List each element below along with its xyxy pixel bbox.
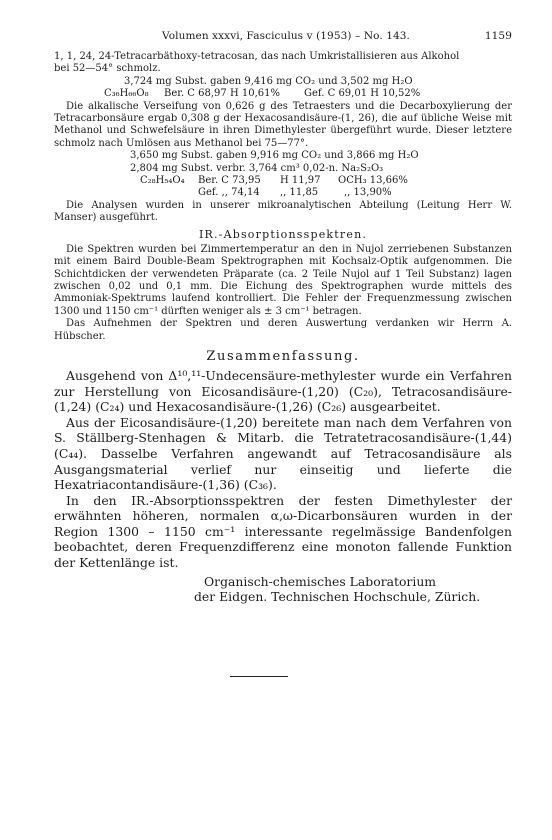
tetraester-found: Gef. C 69,01 H 10,52% xyxy=(304,88,421,100)
ester-found-och: ,, 13,90% xyxy=(344,187,392,199)
ester-found-row xyxy=(54,187,512,199)
summary-heading: Zusammenfassung. xyxy=(206,348,360,364)
page-number: 1159 xyxy=(484,30,512,42)
thanks-paragraph: Das Aufnehmen der Spektren und deren Auswertung verdanken wir Herrn A. Hübscher. xyxy=(54,318,512,342)
analysen-note: Die Analysen wurden in unserer mikroanalytischen Abteilung (Leitung Herr W. Manser) ausgeführt. xyxy=(54,199,512,224)
summary-paragraph-2: Aus der Eicosandisäure-(1,20) bereitete man nach dem Verfahren von S. Ställberg-Stenhagen & Mitarb. die Tetratetracosandisäure-(1,44) (C₄₄). Dasselbe Verfahren angewandt auf Tetracosandisäure als Ausgangsmaterial verlief nur einseitig und lieferte die Hexatriacontandisäure-(1,36) (C₃₆). xyxy=(54,414,512,493)
ester-calc-row xyxy=(54,175,512,187)
ester-calc-och: OCH₃ 13,66% xyxy=(338,175,408,187)
ester-calc-h: H 11,97 xyxy=(280,175,321,187)
ester-calc-c: Ber. C 73,95 xyxy=(198,175,261,187)
journal-citation: Volumen xxxvi, Fasciculus v (1953) – No. 143. xyxy=(162,30,410,42)
ester-formula: C₂₈H₅₄O₄ xyxy=(140,175,185,187)
verseifung-paragraph: Die alkalische Verseifung von 0,626 g des Tetraesters und die Decarboxylierung der Tetracarbonsäure ergab 0,308 g der Hexacosandisäure-(1, 26), die auf übliche Weise mit Methanol und Schwefelsäure in ihren Dimethylester übergeführt wurde. Dieser letztere schmolz nach Umlösen aus Methanol bei 75—77°. xyxy=(54,100,512,149)
affiliation-line1: Organisch-chemisches Laboratorium xyxy=(204,573,437,589)
tetraester-analysis: 3,724 mg Subst. gaben 9,416 mg CO₂ und 3,502 mg H₂O xyxy=(124,75,413,87)
affiliation xyxy=(54,574,512,590)
end-rule xyxy=(230,676,288,677)
affiliation-2 xyxy=(54,589,512,605)
tetraester-formula-row xyxy=(54,88,512,100)
ester-analysis-line1: 3,650 mg Subst. gaben 9,916 mg CO₂ und 3,866 mg H₂O xyxy=(130,150,419,162)
ester-found-h: ,, 11,85 xyxy=(280,187,319,199)
summary-paragraph-1: Ausgehend von Δ¹⁰,¹¹-Undecensäure-methylester wurde ein Verfahren zur Herstellung von Eicosandisäure-(1,20) (C₂₀), Tetracosandisäure-(1,24) (C₂₄) und Hexacosandisäure-(1,26) (C₂₆) ausgearbeitet. xyxy=(54,367,512,415)
affiliation-line2: der Eidgen. Technischen Hochschule, Zürich. xyxy=(194,589,481,605)
tetraester-name: 1, 1, 24, 24-Tetracarbäthoxy-tetracosan, das nach Umkristallisieren aus Alkohol xyxy=(54,51,460,62)
running-head xyxy=(54,30,512,42)
ir-paragraph: Die Spektren wurden bei Zimmertemperatur an den in Nujol zerriebenen Substanzen mit einem Baird Double-Beam Spektrographen mit Kochsalz-Optik aufgenommen. Die Schichtdicken der verwendeten Präparate (ca. 2 Teile Nujol auf 1 Teil Substanz) lagen zwischen 0,02 und 0,1 mm. Die Eichung des Spektrographen wurde mittels des Ammoniak-Spektrums laufend kontrolliert. Die Fehler der Frequenzmessung zwischen 1300 und 1150 cm⁻¹ dürften weniger als ± 3 cm⁻¹ betragen. xyxy=(54,243,512,317)
tetraester-formula: C₃₆H₆₆O₈ xyxy=(104,88,149,100)
tetraester-mp: bei 52—54° schmolz. xyxy=(54,63,161,75)
ir-heading: IR.-Absorptionsspektren. xyxy=(198,227,368,241)
summary-paragraph-3: In den IR.-Absorptionsspektren der festen Dimethylester der erwähnten höheren, normalen α,ω-Dicarbonsäuren wurden in der Region 1300 – 1150 cm⁻¹ interessante regelmässige Bandenfolgen beobachtet, deren Frequenzdifferenz eine monoton fallende Funktion der Kettenlänge ist. xyxy=(54,492,512,571)
ester-found-c: Gef. ,, 74,14 xyxy=(198,187,260,199)
tetraester-calc: Ber. C 68,97 H 10,61% xyxy=(164,88,280,100)
ester-analysis-line2: 2,804 mg Subst. verbr. 3,764 cm³ 0,02-n. Na₂S₂O₃ xyxy=(130,162,384,174)
